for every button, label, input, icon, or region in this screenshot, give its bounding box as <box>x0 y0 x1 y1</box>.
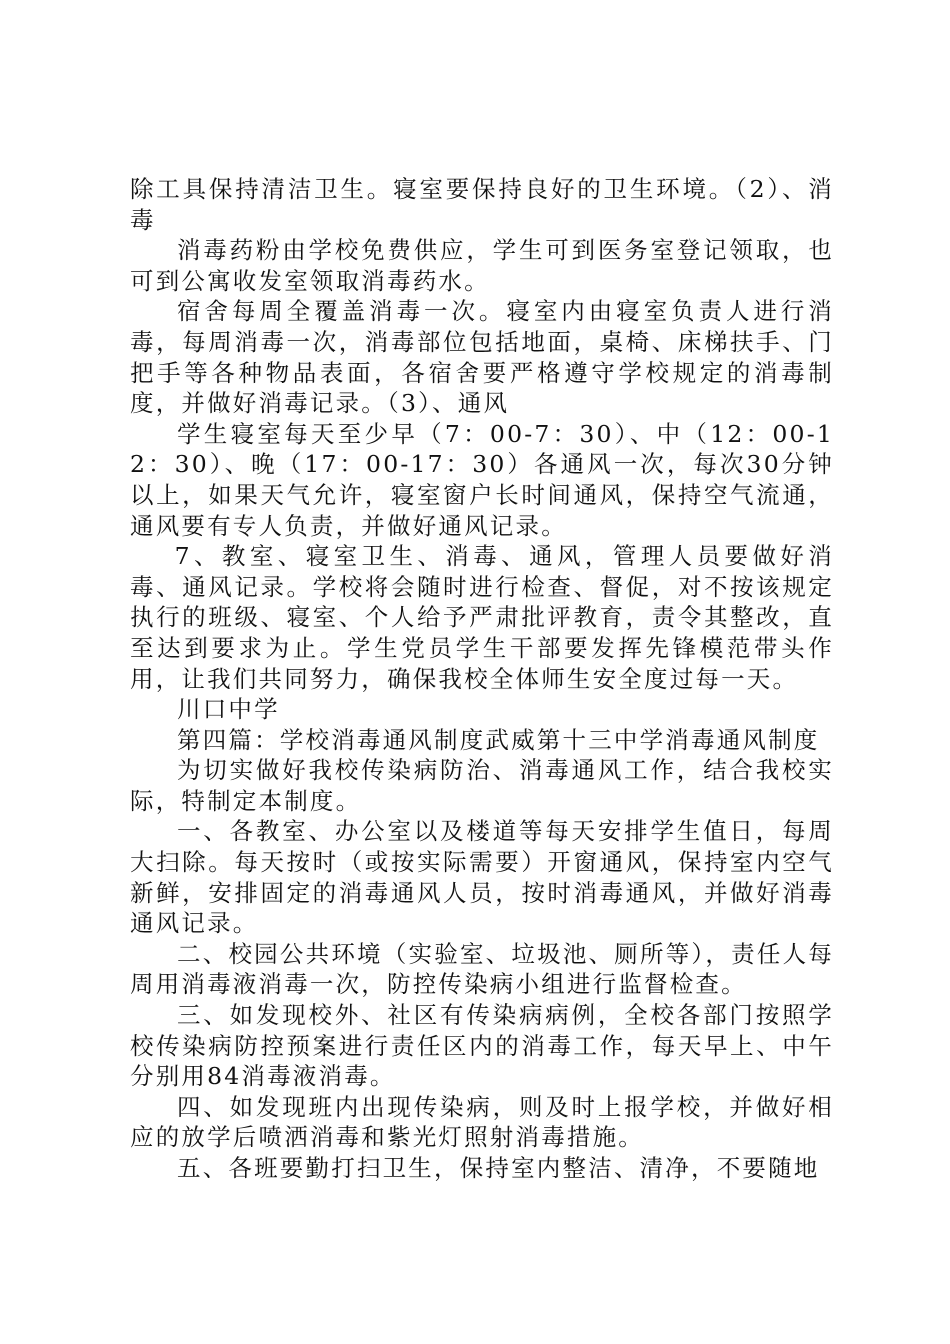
paragraph-school-name: 川口中学 <box>177 695 280 724</box>
paragraph-item-7: 7、教室、寝室卫生、消毒、通风，管理人员要做好消毒、通风记录。学校将会随时进行检查、督促，对不按该规定执行的班级、寝室、个人给予严肃批评教育，责令其整改，直至达到要求为止。学生党员学生干部要发挥先锋模范带头作用，让我们共同努力，确保我校全体师生安全度过每一天。 <box>130 542 834 693</box>
paragraph-rule-4: 四、如发现班内出现传染病，则及时上报学校，并做好相应的放学后喷洒消毒和紫光灯照射消毒措施。 <box>130 1092 834 1152</box>
paragraph-rule-5: 五、各班要勤打扫卫生，保持室内整洁、清净，不要随地 <box>177 1154 820 1182</box>
paragraph-dorm-disinfection: 宿舍每周全覆盖消毒一次。寝室内由寝室负责人进行消毒，每周消毒一次，消毒部位包括地面，桌椅、床梯扶手、门把手等各种物品表面，各宿舍要严格遵守学校规定的消毒制度，并做好消毒记录。（3）、通风 <box>130 297 834 418</box>
paragraph-rule-2: 二、校园公共环境（实验室、垃圾池、厕所等），责任人每周用消毒液消毒一次，防控传染病小组进行监督检查。 <box>130 939 834 999</box>
paragraph-disinfection-intro: 除工具保持清洁卫生。寝室要保持良好的卫生环境。（2）、消毒 <box>130 175 834 234</box>
paragraph-section-heading: 第四篇：学校消毒通风制度武威第十三中学消毒通风制度 <box>177 725 820 754</box>
paragraph-disinfectant-supply: 消毒药粉由学校免费供应，学生可到医务室登记领取，也可到公寓收发室领取消毒药水。 <box>130 236 834 295</box>
paragraph-purpose: 为切实做好我校传染病防治、消毒通风工作，结合我校实际，特制定本制度。 <box>130 756 834 815</box>
paragraph-rule-1: 一、各教室、办公室以及楼道等每天安排学生值日，每周大扫除。每天按时（或按实际需要）开窗通风，保持室内空气新鲜，安排固定的消毒通风人员，按时消毒通风，并做好消毒通风记录。 <box>130 817 834 938</box>
document-body <box>130 174 834 1184</box>
paragraph-dorm-ventilation: 学生寝室每天至少早（7：00-7：30）、中（12：00-12：30）、晚（17：00-17：30）各通风一次，每次30分钟以上，如果天气允许，寝室窗户长时间通风，保持空气流通，通风要有专人负责，并做好通风记录。 <box>130 419 834 540</box>
paragraph-rule-3: 三、如发现校外、社区有传染病病例，全校各部门按照学校传染病防控预案进行责任区内的消毒工作，每天早上、中午分别用84消毒液消毒。 <box>130 1001 834 1091</box>
